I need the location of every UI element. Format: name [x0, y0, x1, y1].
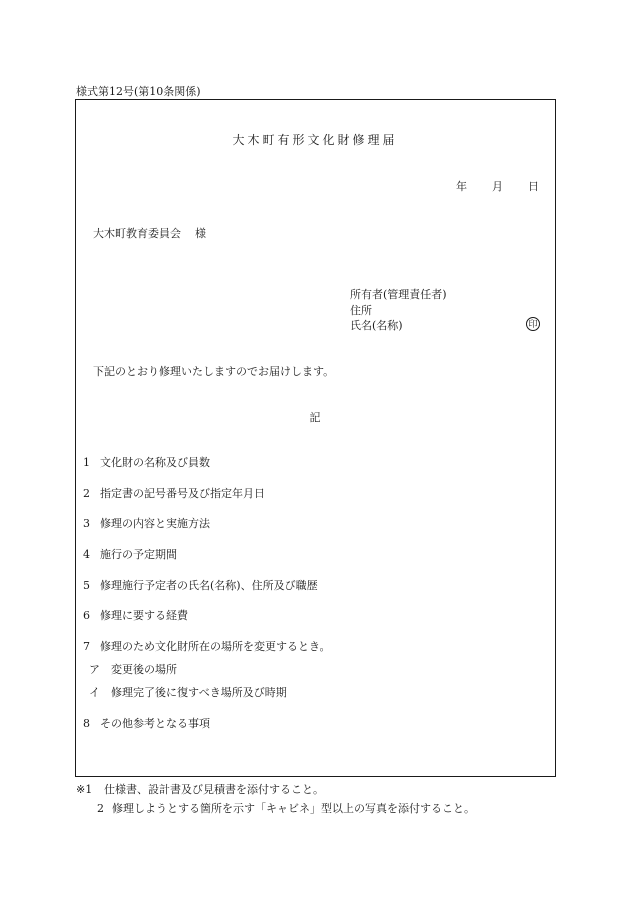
date-day-label: 日	[528, 180, 539, 193]
list-item-text: 施行の予定期間	[100, 548, 177, 561]
list-item	[83, 518, 210, 529]
list-item-text: 指定書の記号番号及び指定年月日	[100, 487, 265, 500]
addressee	[93, 228, 206, 239]
seal-mark-icon: 印	[526, 317, 540, 331]
list-item-text: その他参考となる事項	[100, 717, 210, 730]
intro-statement: 下記のとおり修理いたしますのでお届けします。	[93, 365, 335, 378]
footnote-marker: 2	[97, 802, 104, 815]
list-item	[83, 641, 331, 652]
owner-role-label: 所有者(管理責任者)	[350, 288, 447, 301]
list-item-number: 1	[83, 456, 90, 469]
footnote-marker: ※1	[76, 783, 93, 796]
list-item-number: 6	[83, 609, 90, 622]
owner-name-label: 氏名(名称)	[350, 319, 403, 332]
sub-list-item-marker: イ	[89, 686, 100, 699]
list-item-text: 修理のため文化財所在の場所を変更するとき。	[100, 640, 331, 653]
addressee-honorific: 様	[195, 227, 206, 240]
list-item-number: 8	[83, 717, 90, 730]
list-item-number: 5	[83, 579, 90, 592]
sub-list-item	[89, 687, 287, 698]
footnote-text: 修理しようとする箇所を示す「キャビネ」型以上の写真を添付すること。	[112, 802, 475, 815]
list-item	[83, 457, 210, 468]
list-item-text: 修理に要する経費	[100, 609, 188, 622]
sub-list-item	[89, 664, 177, 675]
owner-address-label: 住所	[350, 304, 372, 317]
list-item	[83, 549, 177, 560]
list-item-text: 修理の内容と実施方法	[100, 517, 210, 530]
list-item	[83, 718, 210, 729]
list-item-text: 文化財の名称及び員数	[100, 456, 210, 469]
footnote	[76, 784, 324, 795]
form-title: 大木町有形文化財修理届	[232, 133, 398, 147]
sub-list-item-text: 変更後の場所	[111, 663, 177, 676]
ki-heading: 記	[309, 411, 321, 424]
list-item-text: 修理施行予定者の氏名(名称)、住所及び職歴	[100, 579, 318, 592]
addressee-name: 大木町教育委員会	[93, 227, 181, 240]
date-year-label: 年	[456, 180, 467, 193]
list-item-number: 4	[83, 548, 90, 561]
list-item	[83, 610, 188, 621]
list-item	[83, 488, 265, 499]
list-item-number: 3	[83, 517, 90, 530]
form-number-label: 様式第12号(第10条関係)	[76, 85, 201, 98]
list-item-number: 7	[83, 640, 90, 653]
sub-list-item-marker: ア	[89, 663, 100, 676]
footnote	[76, 803, 475, 814]
date-month-label: 月	[492, 180, 503, 193]
sub-list-item-text: 修理完了後に復すべき場所及び時期	[111, 686, 287, 699]
list-item	[83, 580, 318, 591]
list-item-number: 2	[83, 487, 90, 500]
footnote-text: 仕様書、設計書及び見積書を添付すること。	[104, 783, 324, 796]
